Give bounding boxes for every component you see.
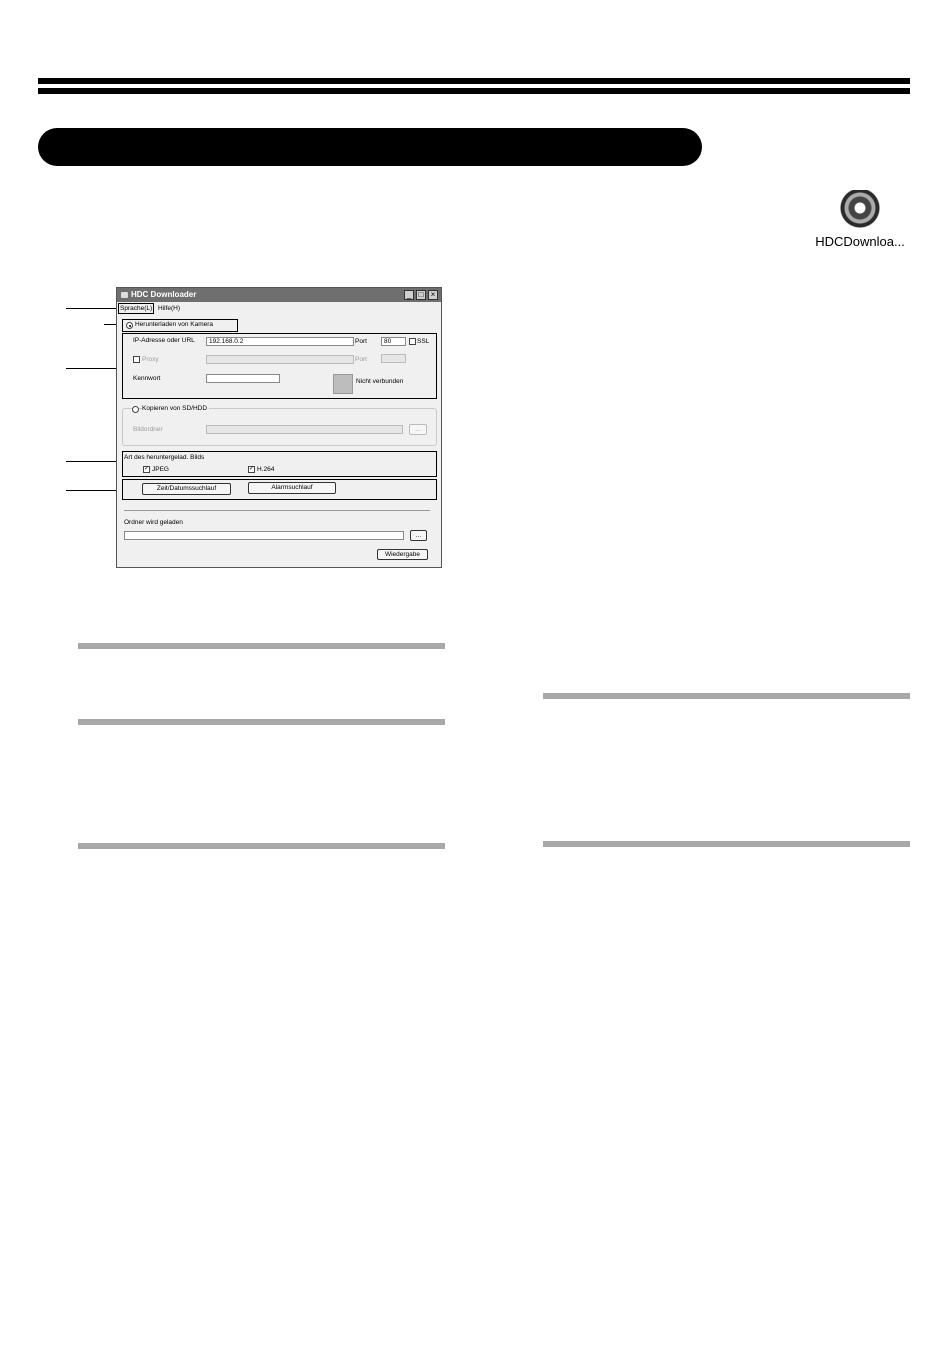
divider-rule-4 <box>543 693 910 699</box>
menu-help[interactable]: Hilfe(H) <box>158 305 181 312</box>
proxy-label: Proxy <box>142 356 159 363</box>
separator <box>124 510 430 511</box>
proxy-input[interactable] <box>206 355 354 364</box>
ssl-label: SSL <box>417 338 430 345</box>
password-label: Kennwort <box>133 375 161 382</box>
proxy-port-input[interactable] <box>381 354 406 363</box>
title-bar[interactable] <box>117 288 441 302</box>
desktop-shortcut[interactable] <box>812 190 908 249</box>
image-type-label: Art des heruntergelad. Bilds <box>124 454 205 461</box>
h264-checkbox[interactable]: ✓ <box>249 466 255 472</box>
connection-status-text: Nicht verbunden <box>356 378 404 385</box>
copy-sd-radio[interactable] <box>132 406 139 413</box>
divider-rule-3 <box>78 843 445 849</box>
maximize-button[interactable]: □ <box>416 290 426 300</box>
copy-sd-label: Kopieren von SD/HDD <box>142 405 208 412</box>
callout-line-3 <box>66 368 122 369</box>
desktop-shortcut-label: HDCDownloa... <box>815 234 905 249</box>
section-title-bar <box>38 128 702 166</box>
divider-rule-5 <box>543 841 910 847</box>
divider-rule-2 <box>78 719 445 725</box>
ip-address-input[interactable]: 192.168.0.2 <box>206 337 354 346</box>
menu-bar <box>117 302 441 315</box>
download-camera-radio[interactable] <box>126 322 133 329</box>
image-folder-label: Bildordner <box>133 426 163 433</box>
download-folder-label: Ordner wird geladen <box>124 519 183 526</box>
header-rule-bottom <box>38 88 910 94</box>
image-folder-browse-button[interactable]: ... <box>409 424 427 435</box>
callout-line-1 <box>66 308 118 309</box>
download-folder-browse-button[interactable]: ... <box>410 530 427 541</box>
minimize-button[interactable]: _ <box>404 290 414 300</box>
menu-language[interactable]: Sprache(L) <box>120 305 153 312</box>
proxy-port-label: Port <box>355 356 367 363</box>
app-window <box>116 287 442 568</box>
proxy-checkbox[interactable] <box>133 356 140 363</box>
password-input[interactable] <box>206 374 280 383</box>
download-folder-input[interactable] <box>124 531 404 540</box>
port-label: Port <box>355 338 367 345</box>
callout-line-5 <box>66 490 122 491</box>
image-folder-input[interactable] <box>206 425 403 434</box>
ssl-checkbox[interactable] <box>409 338 416 345</box>
app-icon <box>121 292 128 298</box>
h264-label: H.264 <box>257 466 275 473</box>
alarm-search-button[interactable]: Alarmsuchlauf <box>248 482 336 494</box>
download-camera-option[interactable] <box>122 319 238 332</box>
download-camera-label: Herunterladen von Kamera <box>135 321 214 328</box>
camera-lens-icon <box>840 190 880 230</box>
window-title: HDC Downloader <box>131 290 197 299</box>
header-rule-top <box>38 78 910 84</box>
ip-label: IP-Adresse oder URL <box>133 337 195 344</box>
connection-status-indicator <box>333 374 353 394</box>
jpeg-label: JPEG <box>152 466 169 473</box>
jpeg-checkbox[interactable]: ✓ <box>144 466 150 472</box>
port-input[interactable]: 80 <box>381 337 406 346</box>
close-button[interactable]: × <box>428 290 438 300</box>
callout-line-4 <box>66 461 122 462</box>
time-date-search-button[interactable]: Zeit/Datumssuchlauf <box>142 483 231 495</box>
playback-button[interactable]: Wiedergabe <box>377 549 428 560</box>
divider-rule-1 <box>78 643 445 649</box>
